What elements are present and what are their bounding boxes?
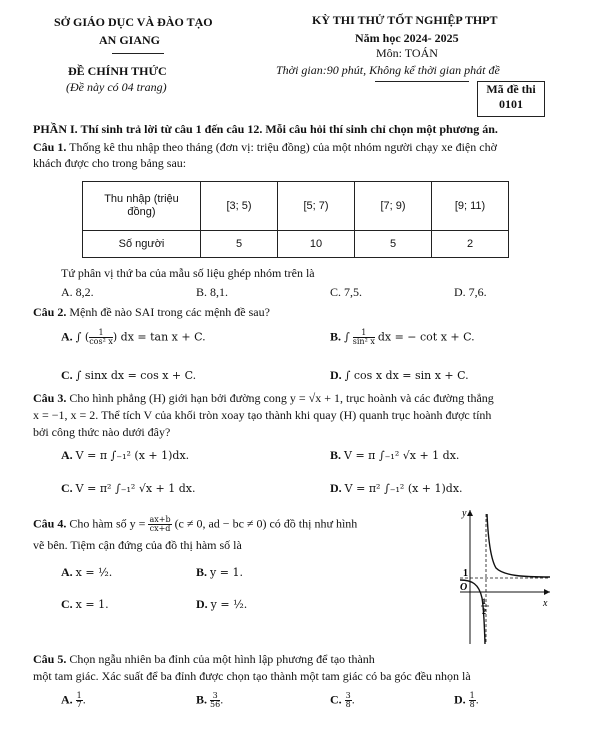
question-1-text: Thống kê thu nhập theo tháng (đơn vị: triệu đồng) của một nhóm người chạy xe điện chờ	[69, 140, 497, 154]
y-axis-label: y	[462, 508, 467, 519]
x-axis-arrow	[544, 589, 550, 595]
header-divider-right	[375, 81, 469, 82]
fraction: $\frac{ax+b}{cx+d}$	[149, 515, 171, 533]
q3-option-b[interactable]: B. V = π ∫₋₁² √x + 1 dx.	[330, 448, 460, 462]
q4-option-c[interactable]: C. x = 1.	[61, 597, 109, 611]
q4-option-a[interactable]: A. x = ½.	[61, 565, 113, 579]
q3-option-d[interactable]: D. V = π² ∫₋₁² (x + 1)dx.	[330, 481, 463, 495]
question-2-line	[33, 305, 270, 320]
q2-option-c[interactable]: C. ∫ sinx dx = cos x + C.	[61, 368, 197, 382]
q5-option-d[interactable]: D. $\frac{1}{8}$ .	[454, 691, 479, 709]
y-tick-one: 1	[463, 568, 468, 579]
q1-option-a[interactable]: A. 8,2.	[61, 285, 94, 299]
fraction: $\frac{1}{\text{cos² x}}$	[89, 328, 113, 346]
question-3-text: Cho hình phẳng (H) giới hạn bởi đường cong y = √x + 1, trục hoành và các đường thẳng	[69, 391, 494, 405]
table-header-cell: [9; 11)	[432, 182, 509, 231]
q2-option-b[interactable]: B. ∫ $\frac{1}{\text{sin² x}}$ dx = − cot x + C.	[330, 328, 475, 346]
q2-option-d[interactable]: D. ∫ cos x dx = sin x + C.	[330, 368, 469, 382]
table-row	[83, 182, 509, 231]
exam-code-label: Mã đề thi	[486, 82, 536, 96]
table-cell: 5	[355, 231, 432, 258]
question-5-line-1: Câu 5. Chọn ngẫu nhiên ba đỉnh của một hình lập phương để tạo thành	[33, 652, 375, 666]
question-4-line-2: vẽ bên. Tiệm cận đứng của đồ thị hàm số là	[33, 538, 242, 552]
table-header-income: Thu nhập (triệu đồng)	[83, 182, 201, 231]
question-1-prompt: Tứ phân vị thứ ba của mẫu số liệu ghép nhóm trên là	[61, 266, 315, 280]
question-3-line-1	[33, 391, 494, 406]
q4-option-b[interactable]: B. y = 1.	[196, 565, 243, 579]
fraction: $\frac{1}{\text{sin² x}}$	[352, 328, 375, 346]
part-1-instructions: PHẦN I. Thí sinh trả lời từ câu 1 đến câu 12. Mỗi câu hỏi thí sinh chỉ chọn một phương án.	[33, 122, 498, 136]
question-3-label: Câu 3.	[33, 391, 67, 405]
subject: Môn: TOÁN	[376, 46, 438, 60]
fraction: $\frac{3}{56}$	[210, 691, 221, 709]
department-name: SỞ GIÁO DỤC VÀ ĐÀO TẠO	[54, 15, 213, 29]
q1-option-c[interactable]: C. 7,5.	[330, 285, 363, 299]
table-cell: 5	[201, 231, 278, 258]
official-label: ĐỀ CHÍNH THỨC	[68, 64, 167, 78]
table-header-cell: [7; 9)	[355, 182, 432, 231]
question-3-line-3: bởi công thức nào dưới đây?	[33, 425, 171, 439]
graph-right-branch	[487, 514, 550, 577]
table-row-label: Số người	[83, 231, 201, 258]
question-1-line-1	[33, 140, 497, 155]
table-row	[83, 231, 509, 258]
table-cell: 10	[278, 231, 355, 258]
header-divider	[112, 53, 164, 54]
page-count: (Đề này có 04 trang)	[66, 80, 167, 94]
q1-option-b[interactable]: B. 8,1.	[196, 285, 229, 299]
q3-option-a[interactable]: A. V = π ∫₋₁² (x + 1)dx.	[61, 448, 190, 462]
question-1-line-2: khách được cho trong bảng sau:	[33, 156, 187, 170]
fraction: $\frac{3}{8}$	[345, 691, 351, 709]
exam-code: 0101	[499, 97, 523, 111]
function-graph	[446, 506, 556, 646]
q1-option-d[interactable]: D. 7,6.	[454, 285, 487, 299]
exam-title: KỲ THI THỬ TỐT NGHIỆP THPT	[312, 13, 498, 27]
question-3-line-2: x = −1, x = 2. Thể tích V của khối tròn xoay tạo thành khi quay (H) quanh trục hoành được tính	[33, 408, 492, 422]
question-1-label: Câu 1.	[33, 140, 67, 154]
question-5-label: Câu 5.	[33, 652, 67, 666]
q5-option-a[interactable]: A. $\frac{1}{7}$ .	[61, 691, 86, 709]
school-year: Năm học 2024- 2025	[355, 31, 459, 45]
frequency-table	[82, 181, 509, 258]
question-2-text: Mệnh đề nào SAI trong các mệnh đề sau?	[69, 305, 270, 319]
q5-option-c[interactable]: C. $\frac{3}{8}$ .	[330, 691, 355, 709]
table-header-cell: [5; 7)	[278, 182, 355, 231]
fraction: $\frac{1}{7}$	[76, 691, 82, 709]
q5-option-b[interactable]: B. $\frac{3}{56}$ .	[196, 691, 224, 709]
q2-option-a[interactable]: A. ∫ ( $\frac{1}{\text{cos² x}}$ ) dx = tan x + C.	[61, 328, 206, 346]
x-tick-half-num: 1	[482, 597, 486, 606]
question-4-label: Câu 4.	[33, 516, 67, 531]
x-axis-label: x	[543, 598, 548, 609]
q4-option-d[interactable]: D. y = ½.	[196, 597, 248, 611]
table-header-cell: [3; 5)	[201, 182, 278, 231]
fraction: $\frac{1}{8}$	[469, 691, 475, 709]
x-tick-half-den: 2	[482, 607, 486, 616]
origin-label: O	[460, 582, 468, 593]
table-cell: 2	[432, 231, 509, 258]
province-name: AN GIANG	[99, 33, 161, 47]
question-2-label: Câu 2.	[33, 305, 67, 319]
y-axis-arrow	[467, 510, 473, 516]
question-4-line-1: Câu 4. Cho hàm số y = $\frac{ax+b}{cx+d}$ (c ≠ 0, ad − bc ≠ 0) có đồ thị như hình	[33, 515, 358, 533]
q3-option-c[interactable]: C. V = π² ∫₋₁² √x + 1 dx.	[61, 481, 196, 495]
exam-code-box	[477, 81, 545, 117]
time-allowed: Thời gian:90 phút, Không kể thời gian phát đề	[276, 63, 500, 77]
question-5-line-2: một tam giác. Xác suất để ba đỉnh được chọn tạo thành một tam giác có ba góc đều nhọn là	[33, 669, 471, 683]
